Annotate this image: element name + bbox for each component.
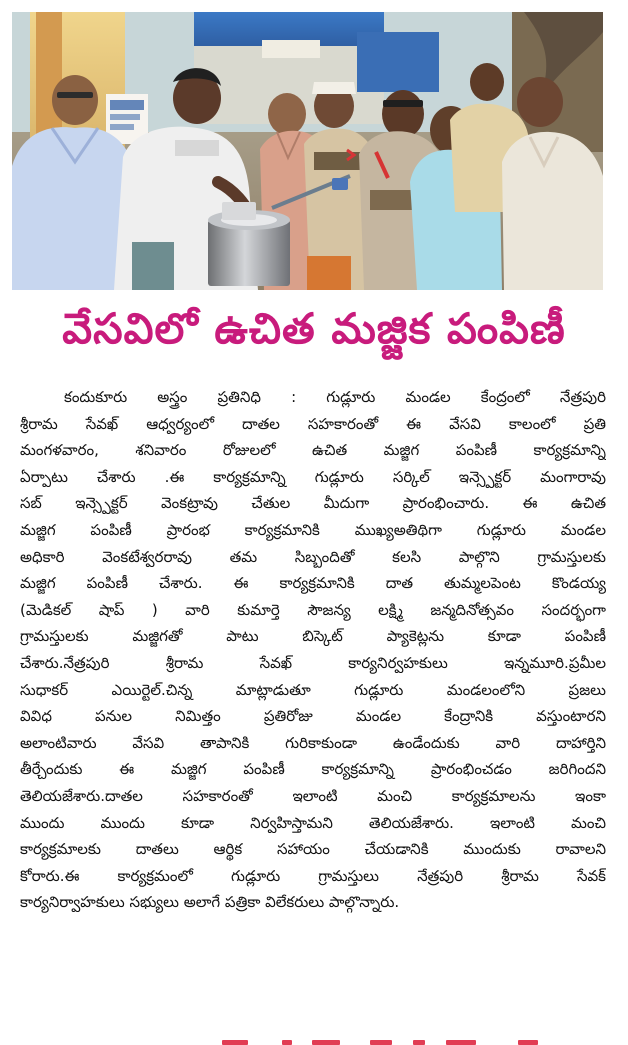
strip-fragment: [413, 1040, 425, 1045]
strip-fragment: [446, 1040, 476, 1045]
strip-fragment: [282, 1040, 292, 1045]
article-line: అలాంటివారు వేసవి తాపానికి గురికాకుండా ఉండేందుకు వారి దాహార్తిని: [20, 733, 606, 752]
news-photo: [12, 12, 603, 290]
strip-fragment: [312, 1040, 340, 1045]
cropped-headline-strip: [208, 1040, 588, 1045]
article-line: మజ్జిగ పంపిణీ ప్రారంభ కార్యక్రమానికి ముఖ్యఅతిథిగా గుడ్లూరు మండల: [20, 520, 606, 539]
article-line: చేశారు.నేత్రపురి శ్రీరామ సేవఖ్ కార్యనిర్వహకులు ఇన్నమూరి.ప్రమీల: [20, 653, 606, 672]
article-line: శ్రీరామ సేవఖ్ ఆధ్వర్యంలో దాతల సహకారంతో ఈ వేసవి కాలంలో ప్రతి: [20, 414, 606, 433]
article-line: సుధాకర్ ఎయిర్టెల్.చిన్న మాట్లాడుతూ గుడ్లూరు మండలంలోని ప్రజలు: [20, 680, 606, 699]
article-line: తీర్చేందుకు ఈ మజ్జిగ పంపిణీ కార్యక్రమాన్ని ప్రారంభించడం జరిగిందని: [20, 760, 606, 779]
strip-fragment: [518, 1040, 538, 1045]
article-line: తెలియజేశారు.దాతల సహకారంతో ఇలాంటి మంచి కార్యక్రమాలను ఇంకా: [20, 786, 606, 805]
article-line: అధికారి వెంకటేశ్వరరావు తమ సిబ్బందితో కలసి పాల్గొని గ్రామస్తులకు: [20, 547, 606, 566]
strip-fragment: [370, 1040, 392, 1045]
article-line: గ్రామస్తులకు మజ్జిగతో పాటు బిస్కెట్ ప్యాకెట్లను కూడా పంపిణీ: [20, 627, 606, 646]
photo-illustration: [12, 12, 603, 290]
strip-fragment: [222, 1040, 248, 1045]
article-line: సబ్ ఇన్స్పెక్టర్ వెంకట్రావు చేతుల మీదుగా ప్రారంభించారు. ఈ ఉచిత: [20, 494, 606, 513]
headline: వేసవిలో ఉచిత మజ్జిక పంపిణీ: [62, 304, 566, 353]
newspaper-clipping: [12, 12, 616, 1045]
article-line: మజ్జిగ పంపిణీ చేశారు. ఈ కార్యక్రమానికి దాత తుమ్మలపెంట కొండయ్య: [20, 574, 606, 593]
article-line: (మెడికల్ షాప్ ) వారి కుమార్తె సౌజన్య లక్ష్మి జన్మదినోత్సవం సందర్భంగా: [20, 600, 606, 619]
article-line: కార్యక్రమాలకు దాతలు ఆర్థిక సహాయం చేయడానికి ముందుకు రావాలని: [20, 840, 606, 859]
article-line: కోరారు.ఈ కార్యక్రమంలో గుడ్లూరు గ్రామస్తులు నేత్రపురి శ్రీరామ సేవక్: [20, 866, 606, 885]
article-line: వివిధ పనుల నిమిత్తం ప్రతిరోజు మండల కేంద్రానికి వస్తుంటారని: [20, 707, 606, 726]
article-body: [20, 384, 606, 1032]
article-line: కందుకూరు అస్త్రం ప్రతినిధి : గుడ్లూరు మండల కేంద్రంలో నేత్రపురి: [64, 388, 606, 406]
article-line: ఏర్పాటు చేశారు .ఈ కార్యక్రమాన్ని గుడ్లూరు సర్కిల్ ఇన్స్పెక్టర్ మంగారావు: [20, 467, 606, 486]
article-line: కార్యనిర్వాహకులు సభ్యులు అలాగే పత్రికా విలేకరులు పాల్గొన్నారు.: [20, 893, 400, 912]
article-line: మంగళవారం, శనివారం రోజులలో ఉచిత మజ్జిగ పంపిణీ కార్యక్రమాన్ని: [20, 441, 606, 460]
article-line: ముందు ముందు కూడా నిర్వహిస్తామని తెలియజేశారు. ఇలాంటి మంచి: [20, 813, 606, 832]
